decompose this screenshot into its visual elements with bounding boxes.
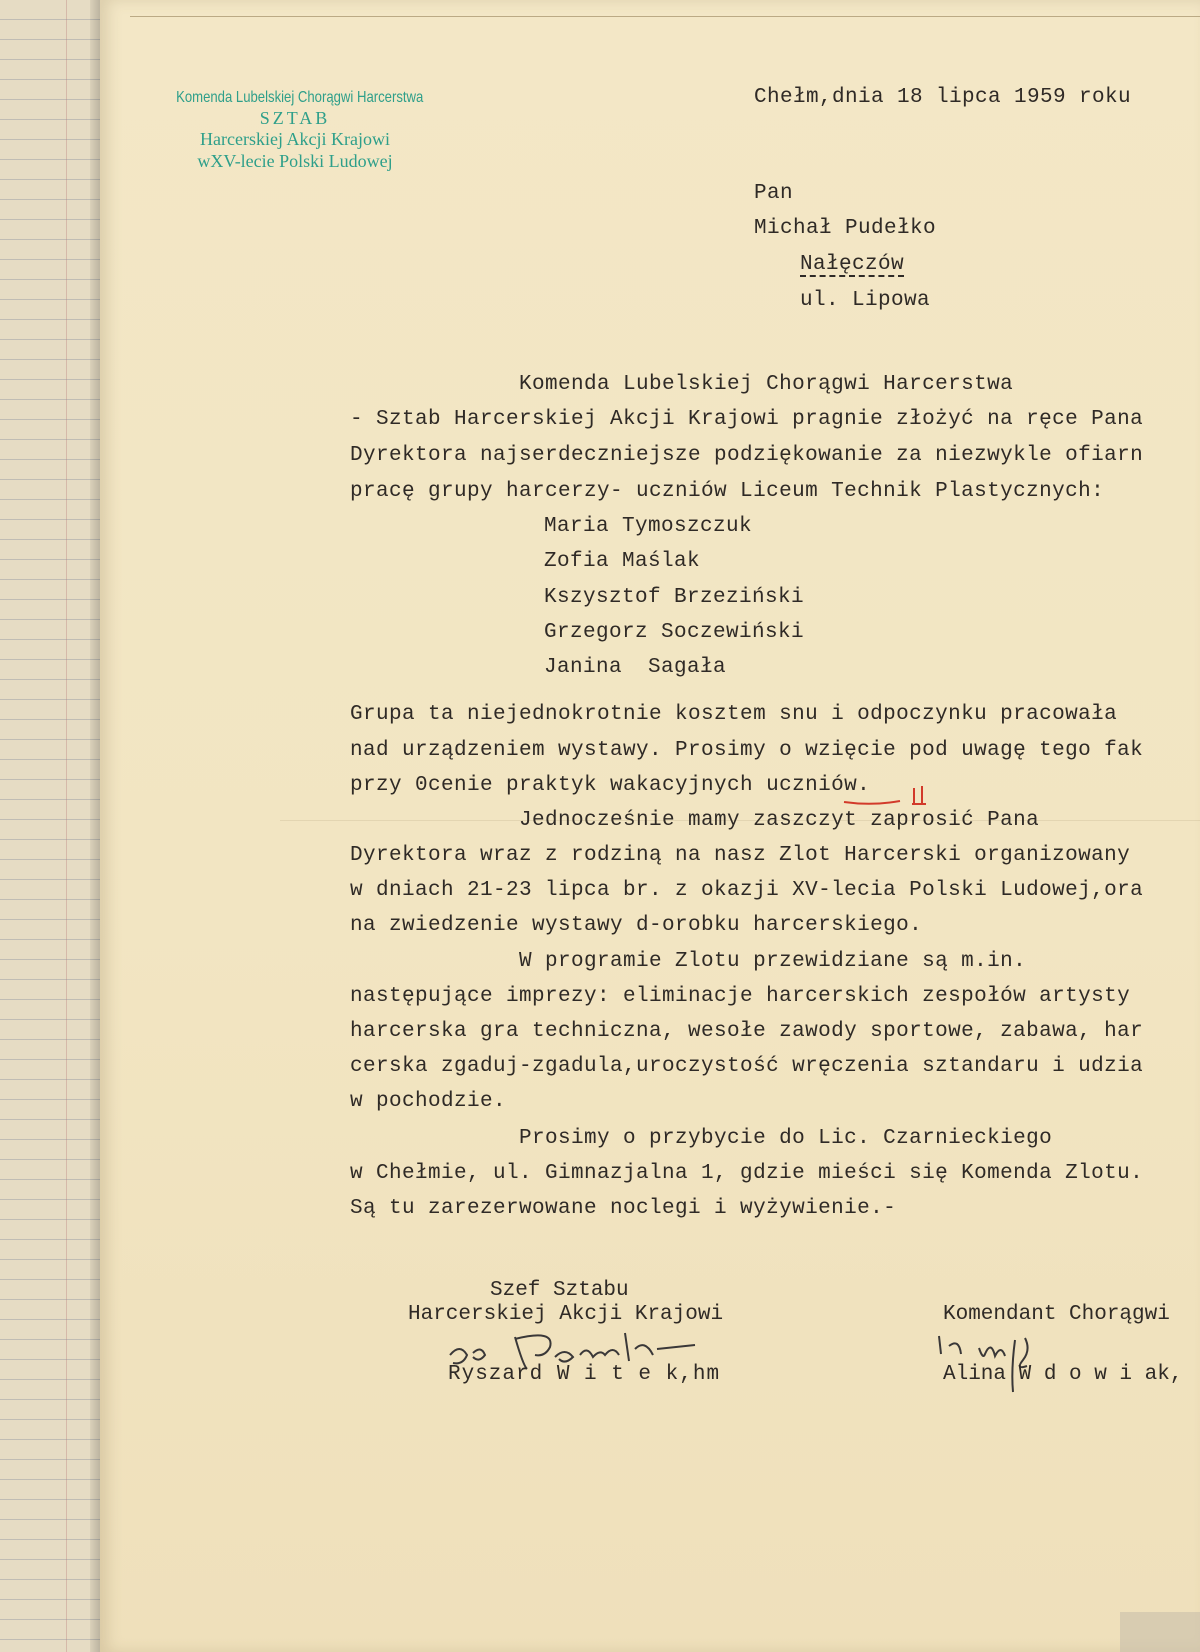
signatory-name: Alina W d o w i ak, — [943, 1363, 1183, 1386]
red-pencil-mark — [842, 784, 942, 810]
signatory-title: Szef Sztabu — [490, 1279, 629, 1302]
ledger-sheet — [0, 0, 101, 1652]
recipient-street: ul. Lipowa — [800, 289, 931, 312]
body-line: Dyrektora najserdeczniejsze podziękowanie za niezwykle ofiarn — [350, 444, 1144, 467]
student-name: Maria Tymoszczuk — [544, 515, 753, 538]
signatory-unit: Harcerskiej Akcji Krajowi — [408, 1303, 724, 1326]
stamp-line: wXV-lecie Polski Ludowej — [197, 151, 393, 172]
student-name: Kszysztof Brzeziński — [544, 586, 805, 609]
recipient-name: Michał Pudełko — [754, 217, 937, 240]
body-line: Dyrektora wraz z rodziną na nasz Zlot Harcerski organizowany — [350, 844, 1131, 867]
body-line: przy 0cenie praktyk wakacyjnych uczniów. — [350, 774, 871, 797]
recipient-salutation: Pan — [754, 182, 794, 205]
body-line: w dniach 21-23 lipca br. z okazji XV-lecia Polski Ludowej,ora — [350, 879, 1144, 902]
body-line: - Sztab Harcerskiej Akcji Krajowi pragnie złożyć na ręce Pana — [350, 408, 1144, 431]
body-line: W programie Zlotu przewidziane są m.in. — [350, 950, 1027, 973]
signatory-title: Komendant Chorągwi — [943, 1303, 1170, 1326]
student-name: Zofia Maślak — [544, 550, 701, 573]
student-name: Grzegorz Soczewiński — [544, 621, 805, 644]
stamp-line: Komenda Lubelskiej Chorągwi Harcerstwa — [176, 89, 424, 106]
body-line: następujące imprezy: eliminacje harcerskich zespołów artysty — [350, 985, 1131, 1008]
signatory-name: Ryszard W i t e k,hm — [448, 1363, 721, 1386]
body-line: Komenda Lubelskiej Chorągwi Harcerstwa — [350, 373, 1014, 396]
body-line: Jednocześnie mamy zaszczyt zaprosić Pana — [350, 809, 1040, 832]
body-line: cerska zgaduj-zgadula,uroczystość wręczenia sztandaru i udzia — [350, 1055, 1144, 1078]
stamp-line: Harcerskiej Akcji Krajowi — [200, 129, 390, 150]
body-line: Grupa ta niejednokrotnie kosztem snu i odpoczynku pracowała — [350, 703, 1118, 726]
letter-date: Chełm,dnia 18 lipca 1959 roku — [754, 86, 1132, 109]
body-line: pracę grupy harcerzy- uczniów Liceum Technik Plastycznych: — [350, 480, 1105, 503]
body-line: harcerska gra techniczna, wesołe zawody sportowe, zabawa, har — [350, 1020, 1144, 1043]
recipient-city: Nałęczów — [800, 253, 905, 276]
stamp-line: SZTAB — [259, 107, 331, 128]
body-line: na zwiedzenie wystawy d-orobku harcerskiego. — [350, 914, 923, 937]
body-line: w pochodzie. — [350, 1090, 507, 1113]
ledger-margin-line — [66, 0, 67, 1652]
student-name: Janina Sagała — [544, 656, 727, 679]
body-line: nad urządzeniem wystawy. Prosimy o wzięcie pod uwagę tego fak — [350, 739, 1144, 762]
body-line: w Chełmie, ul. Gimnazjalna 1, gdzie mieści się Komenda Zlotu. — [350, 1162, 1144, 1185]
body-line: Prosimy o przybycie do Lic. Czarnieckiego — [350, 1127, 1053, 1150]
body-line: Są tu zarezerwowane noclegi i wyżywienie.- — [350, 1197, 897, 1220]
letter-body — [350, 0, 1200, 1652]
